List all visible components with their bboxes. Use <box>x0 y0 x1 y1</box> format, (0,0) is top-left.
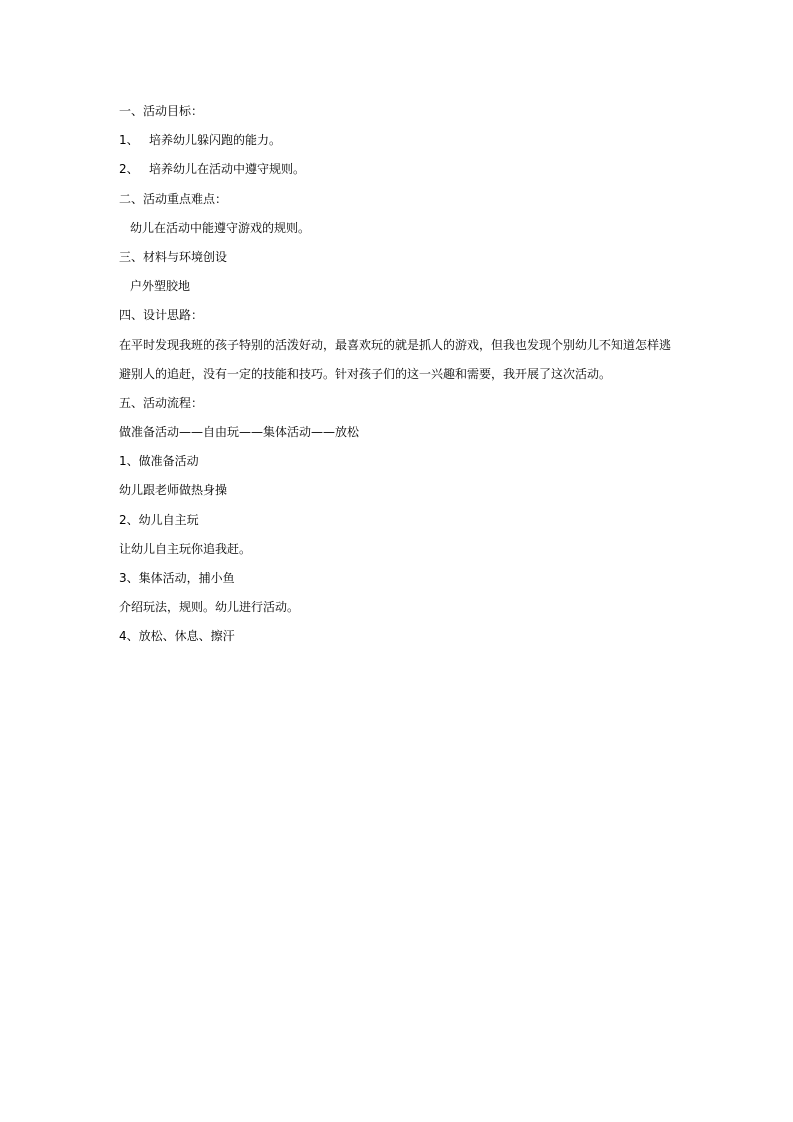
design-text-line-1: 在平时发现我班的孩子特别的活泼好动，最喜欢玩的就是抓人的游戏，但我也发现个别幼儿不知道怎样逃 <box>119 337 672 352</box>
process-step-detail-1: 幼儿跟老师做热身操 <box>119 483 228 498</box>
section-heading-process: 五、活动流程： <box>119 395 204 410</box>
focus-text: 幼儿在活动中能遵守游戏的规则。 <box>130 220 311 235</box>
section-heading-focus: 二、活动重点难点： <box>119 191 228 206</box>
goal-item-1 <box>119 130 679 159</box>
process-step-detail-3: 介绍玩法，规则。幼儿进行活动。 <box>119 600 300 615</box>
process-step-detail-2: 让幼儿自主玩你追我赶。 <box>119 541 252 556</box>
goal-item-text: 培养幼儿在活动中遵守规则。 <box>149 162 306 177</box>
process-step-title-3: 3、集体活动，捕小鱼 <box>119 571 235 585</box>
section-heading-design: 四、设计思路： <box>119 308 204 323</box>
document-body <box>119 101 679 656</box>
process-step-title-2: 2、幼儿自主玩 <box>119 512 199 527</box>
goal-item-number: 2、 <box>119 162 139 177</box>
goal-item-2 <box>119 159 679 188</box>
materials-text: 户外塑胶地 <box>130 279 191 294</box>
design-text-line-2: 避别人的追赶，没有一定的技能和技巧。针对孩子们的这一兴趣和需要，我开展了这次活动。 <box>119 366 612 381</box>
goal-item-number: 1、 <box>119 133 139 148</box>
process-step-title-1: 1、做准备活动 <box>119 454 199 469</box>
goal-item-text: 培养幼儿躲闪跑的能力。 <box>149 133 282 148</box>
section-heading-materials: 三、材料与环境创设 <box>119 249 228 264</box>
process-overview: 做准备活动——自由玩——集体活动——放松 <box>119 425 360 440</box>
process-step-title-4: 4、放松、休息、擦汗 <box>119 629 235 644</box>
section-heading-goals: 一、活动目标： <box>119 104 204 118</box>
